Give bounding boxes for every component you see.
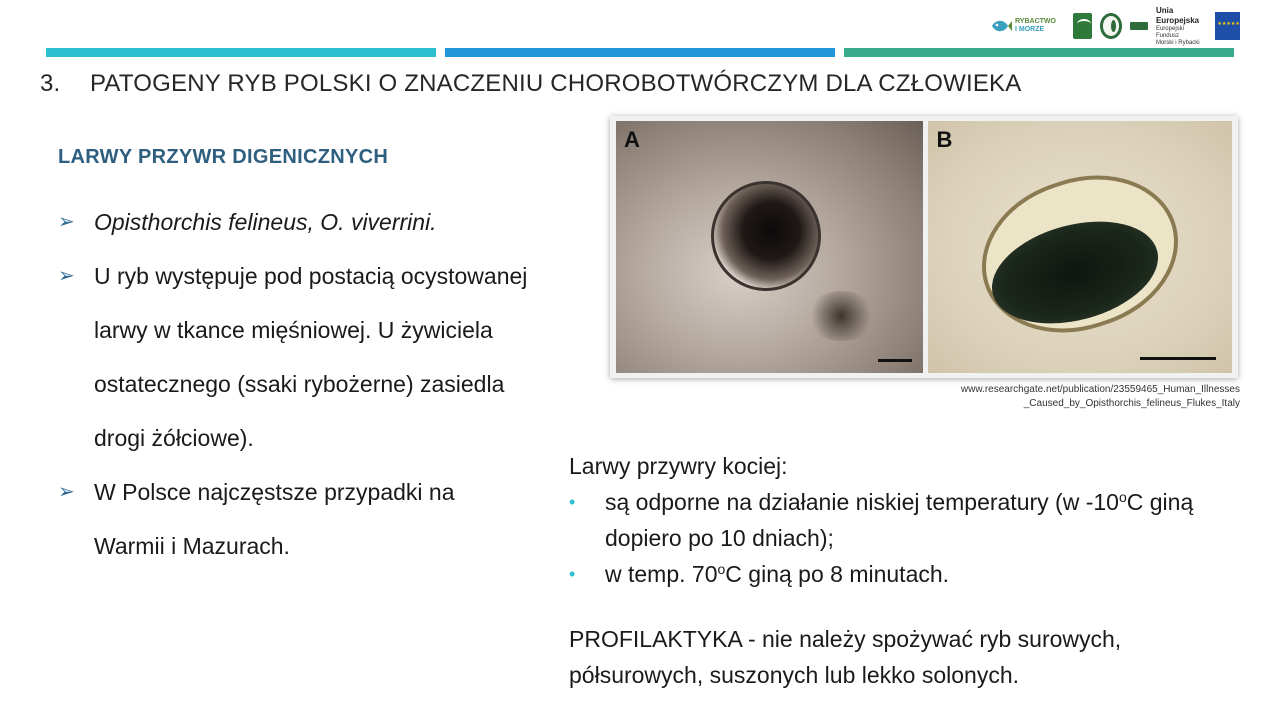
green-bar-logo	[1130, 22, 1148, 30]
section-subheading: LARWY PRZYWR DIGENICZNYCH	[58, 146, 389, 168]
right-bullet-list	[569, 484, 1249, 592]
list-item	[569, 484, 1249, 556]
rybactwo-logo	[990, 11, 1065, 41]
dot-bullet-icon: •	[569, 492, 576, 512]
bullet-text-species: Opisthorchis felineus, O. viverrini.	[94, 209, 437, 235]
degree-sup: o	[717, 561, 726, 577]
right-lead: Larwy przywry kociej:	[569, 453, 788, 479]
fish-icon	[990, 15, 1012, 37]
scale-bar-b	[1140, 357, 1216, 360]
bullet-text-occurrence: U ryb występuje pod postacią ocystowanej larwy w tkance mięśniowej. U żywiciela ostatecznego (ssaki rybożerne) zasiedla drogi żółciowe).	[94, 263, 528, 451]
header-bar-blue	[445, 48, 835, 57]
degree-sup: o	[1118, 489, 1127, 505]
rybactwo-line1: RYBACTWO	[1015, 18, 1056, 25]
bullet-text-poland: W Polsce najczęstsze przypadki na Warmii i Mazurach.	[94, 479, 455, 559]
header-bar-green	[844, 48, 1234, 57]
arrow-bullet-icon: ➢	[58, 481, 75, 503]
list-item	[58, 249, 528, 465]
panel-b-label: B	[936, 127, 953, 152]
left-bullet-list	[58, 195, 528, 573]
header-bar-teal	[46, 48, 436, 57]
ue-title: Unia Europejska	[1155, 5, 1200, 25]
eu-flag-icon	[1215, 12, 1240, 40]
photo-credit-line2: _Caused_by_Opisthorchis_felineus_Flukes_Italy	[1023, 398, 1240, 409]
list-item	[58, 465, 528, 573]
ue-line2: Morski i Rybacki	[1155, 39, 1200, 46]
tissue-spot	[806, 291, 876, 341]
item-text-before: są odporne na działanie niskiej temperatury (w -10	[605, 489, 1119, 515]
slide-title-text: PATOGENY RYB POLSKI O ZNACZENIU CHOROBOTWÓRCZYM DLA CZŁOWIEKA	[90, 70, 1022, 97]
arimr-logo	[1073, 13, 1091, 39]
panel-a-label: A	[624, 127, 640, 152]
photo-panel-b	[928, 121, 1232, 373]
ue-logo-text	[1156, 6, 1207, 47]
photo-panel-a	[616, 121, 923, 373]
rybactwo-logo-text	[1015, 18, 1056, 34]
item-text-after: C giną po 8 minutach.	[725, 561, 950, 587]
cyst-a-shape	[711, 181, 821, 291]
ue-line1: Europejski Fundusz	[1155, 25, 1184, 39]
seal-logo	[1100, 13, 1122, 39]
arrow-bullet-icon: ➢	[58, 211, 75, 233]
item-text-after: C giną dopiero po 10 dniach);	[605, 489, 1194, 551]
slide-title-number: 3.	[40, 70, 61, 97]
rybactwo-line2: I MORZE	[1015, 26, 1045, 33]
scale-bar-a	[878, 359, 912, 362]
dot-bullet-icon: •	[569, 564, 576, 584]
list-item	[58, 195, 528, 249]
right-text-block	[569, 448, 1249, 592]
item-text-before: w temp. 70	[605, 561, 718, 587]
microscope-photo	[610, 116, 1238, 378]
photo-credit	[900, 383, 1240, 411]
slide-title	[40, 70, 1021, 98]
arrow-bullet-icon: ➢	[58, 265, 75, 287]
prophylaxis-text: PROFILAKTYKA - nie należy spożywać ryb surowych, półsurowych, suszonych lub lekko solonych.	[569, 626, 1122, 688]
partner-logos	[990, 5, 1240, 46]
list-item	[569, 556, 1249, 592]
photo-credit-line1: www.researchgate.net/publication/23559465_Human_Illnesses	[960, 384, 1240, 395]
